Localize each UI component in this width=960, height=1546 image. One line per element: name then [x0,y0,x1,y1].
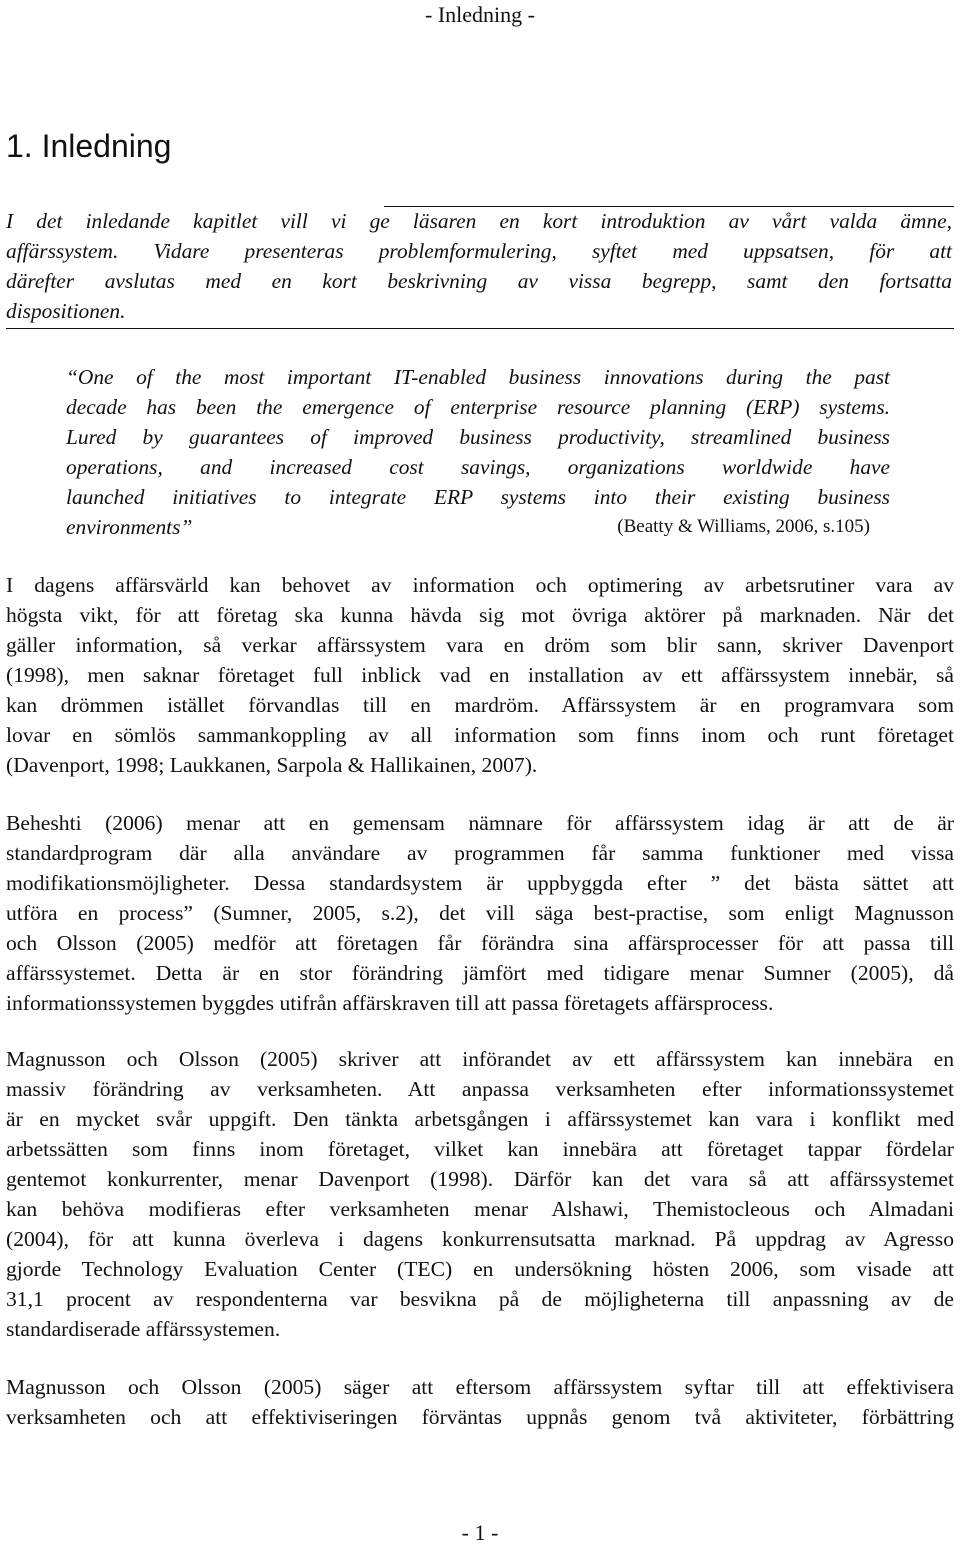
body-paragraph [6,570,954,780]
paragraph-line: affärssystemet. Detta är en stor förändring jämfört med tidigare menar Sumner (2005), då [6,961,954,985]
chapter-title: 1. Inledning [6,128,172,164]
quote-line: environments” [66,515,193,539]
body-paragraph [6,1044,954,1344]
paragraph-line: modifikationsmöjligheter. Dessa standardsystem är uppbyggda efter ” det bästa sättet att [6,871,954,895]
paragraph-line: kan behöva modifieras efter verksamheten menar Alshawi, Themistocleous och Almadani [6,1197,954,1221]
paragraph-line: Magnusson och Olsson (2005) skriver att införandet av ett affärssystem kan innebära en [6,1047,954,1071]
paragraph-line: massiv förändring av verksamheten. Att anpassa verksamheten efter informationssystemet [6,1077,954,1101]
paragraph-line: och Olsson (2005) medför att företagen får förändra sina affärsprocesser för att passa till [6,931,954,955]
page-number: - 1 - [461,1520,499,1545]
paragraph-line: standardiserade affärssystemen. [6,1317,281,1341]
paragraph-line: (2004), för att kunna överleva i dagens konkurrensutsatta marknad. På uppdrag av Agresso [6,1227,954,1251]
paragraph-line: verksamheten och att effektiviseringen förväntas uppnås genom två aktiviteter, förbättring [6,1405,954,1429]
abstract-line: dispositionen. [6,299,126,323]
paragraph-line: gjorde Technology Evaluation Center (TEC) en undersökning hösten 2006, som visade att [6,1257,954,1281]
paragraph-line: (1998), men saknar företaget full inblick vad en installation av ett affärssystem innebär, så [6,663,954,687]
quote-line: Lured by guarantees of improved business productivity, streamlined business [66,425,890,449]
paragraph-line: Magnusson och Olsson (2005) säger att eftersom affärssystem syftar till att effektivisera [6,1375,954,1399]
running-header: - Inledning - [425,2,535,27]
quote-line: decade has been the emergence of enterprise resource planning (ERP) systems. [66,395,890,419]
paragraph-line: gäller information, så verkar affärssystem vara en dröm som blir sann, skriver Davenport [6,633,954,657]
paragraph-line: gentemot konkurrenter, menar Davenport (1998). Därför kan det vara så att affärssystemet [6,1167,954,1191]
abstract-line: I det inledande kapitlet vill vi ge läsaren en kort introduktion av vårt valda ämne, [6,209,952,233]
block-quote [66,362,890,542]
paragraph-line: arbetssätten som finns inom företaget, vilket kan innebära att företaget tappar fördelar [6,1137,954,1161]
abstract-line: därefter avslutas med en kort beskrivning av vissa begrepp, samt den fortsatta [6,269,952,293]
paragraph-line: Beheshti (2006) menar att en gemensam nämnare för affärssystem idag är att de är [6,811,954,835]
paragraph-line: är en mycket svår uppgift. Den tänkta arbetsgången i affärssystemet kan vara i konflikt med [6,1107,954,1131]
paragraph-line: (Davenport, 1998; Laukkanen, Sarpola & Hallikainen, 2007). [6,753,538,777]
quote-line: “One of the most important IT-enabled business innovations during the past [66,365,890,389]
abstract-line: affärssystem. Vidare presenteras problemformulering, syftet med uppsatsen, för att [6,239,952,263]
paragraph-line: standardprogram där alla användare av programmen får samma funktioner med vissa [6,841,954,865]
chapter-abstract [6,206,952,326]
quote-last-line [66,512,890,542]
body-paragraph [6,808,954,1018]
paragraph-line: utföra en process” (Sumner, 2005, s.2), det vill säga best-practise, som enligt Magnusson [6,901,954,925]
abstract-bottom-rule [6,328,954,329]
paragraph-line: 31,1 procent av respondenterna var besvikna på de möjligheterna till anpassning av de [6,1287,954,1311]
quote-line: operations, and increased cost savings, organizations worldwide have [66,455,890,479]
body-paragraph [6,1372,954,1432]
quote-line: launched initiatives to integrate ERP systems into their existing business [66,485,890,509]
paragraph-line: I dagens affärsvärld kan behovet av information och optimering av arbetsrutiner vara av [6,573,954,597]
paragraph-line: lovar en sömlös sammankoppling av all information som finns inom och runt företaget [6,723,954,747]
paragraph-line: högsta vikt, för att företag ska kunna hävda sig mot övriga aktörer på marknaden. När det [6,603,954,627]
quote-citation: (Beatty & Williams, 2006, s.105) [617,516,870,537]
paragraph-line: informationssystemen byggdes utifrån affärskraven till att passa företagets affärsprocess. [6,991,774,1015]
paragraph-line: kan drömmen istället förvandlas till en mardröm. Affärssystem är en programvara som [6,693,954,717]
